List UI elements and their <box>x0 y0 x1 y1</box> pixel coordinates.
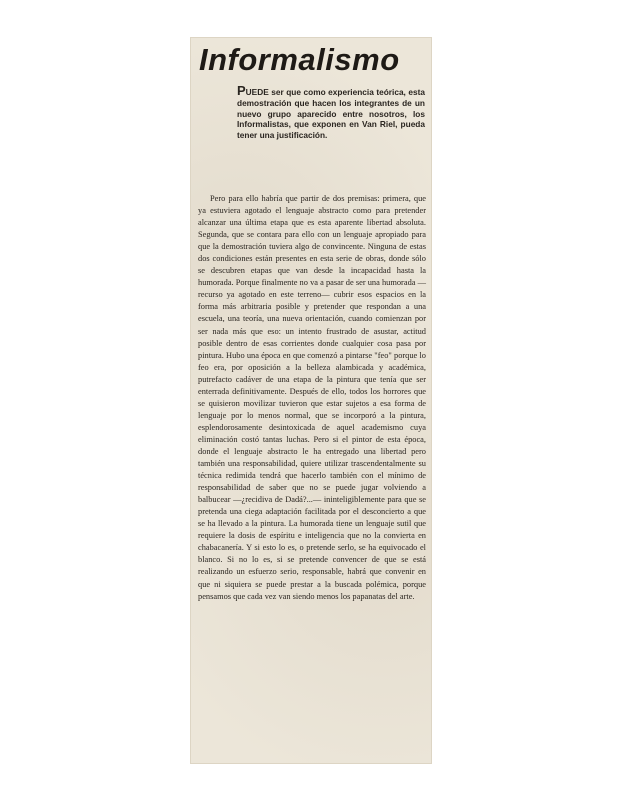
lead-paragraph <box>237 83 425 141</box>
lead-text: UEDE ser que como experiencia teórica, esta demostración que hacen los integrantes de un nuevo grupo aparecido entre nosotros, los Informalistas, que exponen en Van Riel, pueda tener una justificación. <box>237 87 425 141</box>
article-body: Pero para ello habría que partir de dos premisas: primera, que ya estuviera agotado el lenguaje abstracto como para pretender alcanzar una última etapa que es esta aparente libertad absoluta. Segunda, que se contara para ello con un lenguaje apropiado para que la demostración tuviera algo de convincente. Ninguna de estas dos condiciones están presentes en esta serie de obras, donde sólo se descubren etapas que van desde la incapacidad hasta la humorada. Porque finalmente no va a pasar de ser una humorada —recurso ya agotado en este terreno— cubrir esos espacios en la forma más arbitraria posible y pretender que respondan a una escuela, una teoría, una nueva orientación, cuando comienzan por ser nada más que eso: un intento frustrado de asustar, actitud posible dentro de esas corrientes donde cualquier cosa pasa por pintura. Hubo una época en que comenzó a pintarse "feo" porque lo feo era, por oposición a la belleza alambicada y académica, putrefacto cadáver de una etapa de la pintura que tenía que ser enterrada definitivamente. Después de ello, todos los horrores que se quisieron movilizar tuvieron que estar sujetos a esa forma de lenguaje por lo menos normal, que se incorporó a la pintura, esplendorosamente desintoxicada de aquel academismo cuya eliminación costó tantas luchas. Pero si el pintor de esta época, donde el lenguaje abstracto le ha entregado una libertad pero también una responsabilidad, quiere utilizar trascendentalmente su técnica redimida tendrá que hacerlo también con el mínimo de responsabilidad de saber que no se puede jugar volviendo a balbucear —¿recidiva de Dadá?...— ininteligiblemente para que se pretenda una ciega adaptación facilitada por el desconcierto a que se ha llevado a la pintura. La humorada tiene un lenguaje sutil que requiere la dosis de espíritu e inteligencia que no la convierta en chabacanería. Y si esto lo es, o pretende serlo, se ha equivocado el blanco. Si no lo es, si se pretende convencer de que se está realizando un esfuerzo serio, responsable, habrá que convenir en que ni siquiera se puede prestar a la buscada polémica, porque pensamos que cada vez van siendo menos los papanatas del arte. <box>198 194 426 601</box>
headline: Informalismo <box>199 42 400 77</box>
drop-cap: P <box>237 83 246 98</box>
newspaper-clipping <box>191 38 431 763</box>
